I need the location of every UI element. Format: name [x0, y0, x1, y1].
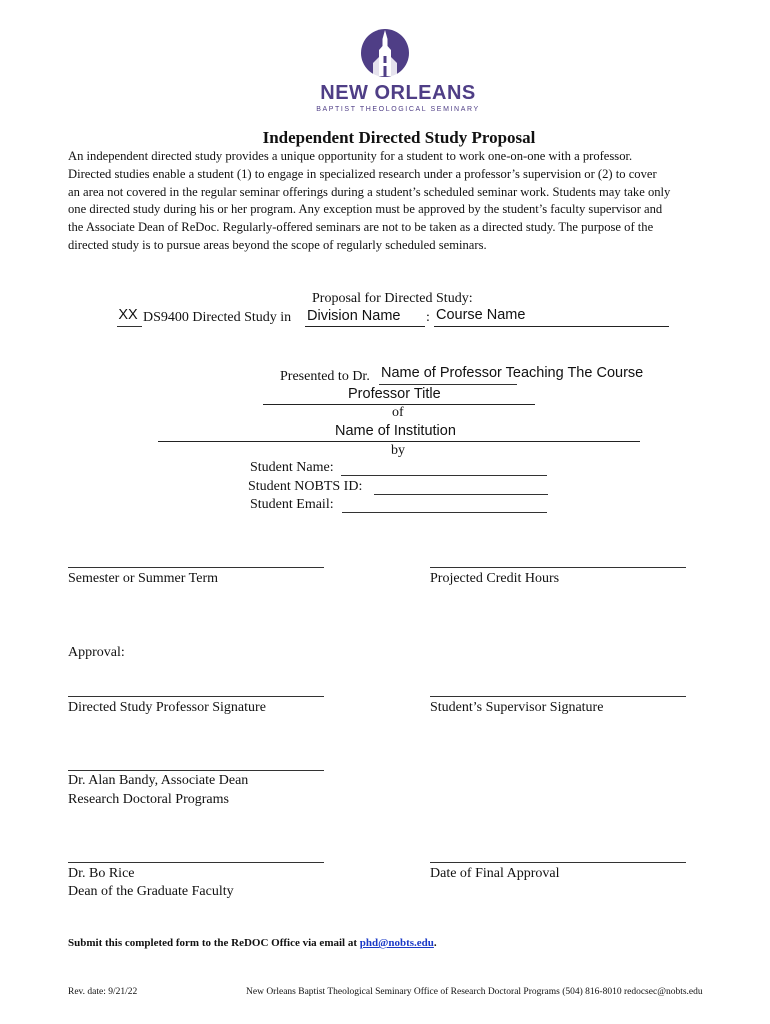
final-approval-label: Date of Final Approval [430, 866, 560, 881]
study-code-label: DS9400 Directed Study in [143, 310, 292, 325]
footer-office-info: New Orleans Baptist Theological Seminary Office of Research Doctoral Programs (504) 816-8010 redocsec@nobts.edu [246, 987, 703, 997]
dean-signature-line[interactable] [68, 862, 324, 863]
credit-hours-line[interactable] [430, 567, 686, 568]
intro-line: an area not covered in the regular seminar offerings during a student’s scheduled seminar work. Students may take only [68, 184, 671, 199]
intro-paragraph [68, 148, 734, 255]
student-id-label: Student NOBTS ID: [248, 479, 363, 494]
semester-line[interactable] [68, 567, 324, 568]
supervisor-signature-label: Student’s Supervisor Signature [430, 700, 604, 715]
intro-line: the Associate Dean of ReDoc. Regularly-offered seminars are not to be taken as a directed study. The purpose of the [68, 220, 654, 235]
intro-line: An independent directed study provides a unique opportunity for a student to work one-on-one with a professor. [68, 149, 633, 163]
professor-title-field[interactable] [263, 386, 535, 405]
submit-email-link[interactable]: phd@nobts.edu [359, 937, 434, 949]
chapel-steeple-icon [360, 26, 410, 80]
submit-instruction [68, 937, 437, 949]
associate-dean-name: Dr. Alan Bandy, Associate Dean [68, 773, 249, 788]
division-value: Division Name [307, 308, 401, 324]
presented-to-label: Presented to Dr. [280, 369, 370, 384]
professor-title-value: Professor Title [348, 386, 441, 402]
intro-line: one directed study during his or her program. Any exception must be approved by the student’s faculty supervisor and [68, 202, 663, 217]
revision-date: Rev. date: 9/21/22 [68, 987, 138, 997]
approval-label: Approval: [68, 645, 125, 660]
study-code-prefix: XX [118, 307, 138, 323]
intro-line: Directed studies enable a student (1) to engage in specialized research under a professor’s supervision or (2) to cover [68, 166, 657, 181]
seminary-name: NEW ORLEANS [320, 82, 476, 104]
student-name-field[interactable] [341, 475, 547, 476]
of-label: of [392, 405, 404, 420]
student-id-field[interactable] [374, 494, 548, 495]
associate-dean-program: Research Doctoral Programs [68, 792, 229, 807]
seminary-subtitle: BAPTIST THEOLOGICAL SEMINARY [316, 106, 480, 113]
dean-name: Dr. Bo Rice [68, 866, 135, 881]
institution-value: Name of Institution [335, 423, 456, 439]
colon-separator: : [426, 310, 430, 325]
by-label: by [391, 443, 405, 458]
professor-underline [379, 384, 517, 385]
course-field[interactable] [434, 308, 669, 327]
associate-dean-signature-line[interactable] [68, 770, 324, 771]
professor-signature-line[interactable] [68, 696, 324, 697]
proposal-heading: Proposal for Directed Study: [312, 291, 473, 306]
credit-hours-label: Projected Credit Hours [430, 571, 560, 586]
study-code-underline [117, 326, 142, 327]
intro-line: directed study is to pursue areas beyond the scope of regularly scheduled seminars. [68, 237, 487, 252]
semester-label: Semester or Summer Term [68, 571, 219, 586]
professor-signature-label: Directed Study Professor Signature [68, 700, 266, 715]
student-email-label: Student Email: [250, 497, 334, 512]
course-value: Course Name [436, 307, 526, 323]
final-approval-line[interactable] [430, 862, 686, 863]
dean-title: Dean of the Graduate Faculty [68, 884, 234, 899]
student-name-label: Student Name: [250, 460, 334, 475]
student-email-field[interactable] [342, 512, 547, 513]
submit-period: . [433, 937, 437, 949]
division-field[interactable] [305, 308, 425, 327]
submit-text: Submit this completed form to the ReDOC Office via email at [68, 937, 358, 949]
institution-field[interactable] [158, 423, 640, 442]
seminary-logo [0, 26, 770, 80]
document-title: Independent Directed Study Proposal [262, 128, 536, 147]
professor-name-field[interactable]: Name of Professor Teaching The Course [381, 365, 644, 381]
supervisor-signature-line[interactable] [430, 696, 686, 697]
